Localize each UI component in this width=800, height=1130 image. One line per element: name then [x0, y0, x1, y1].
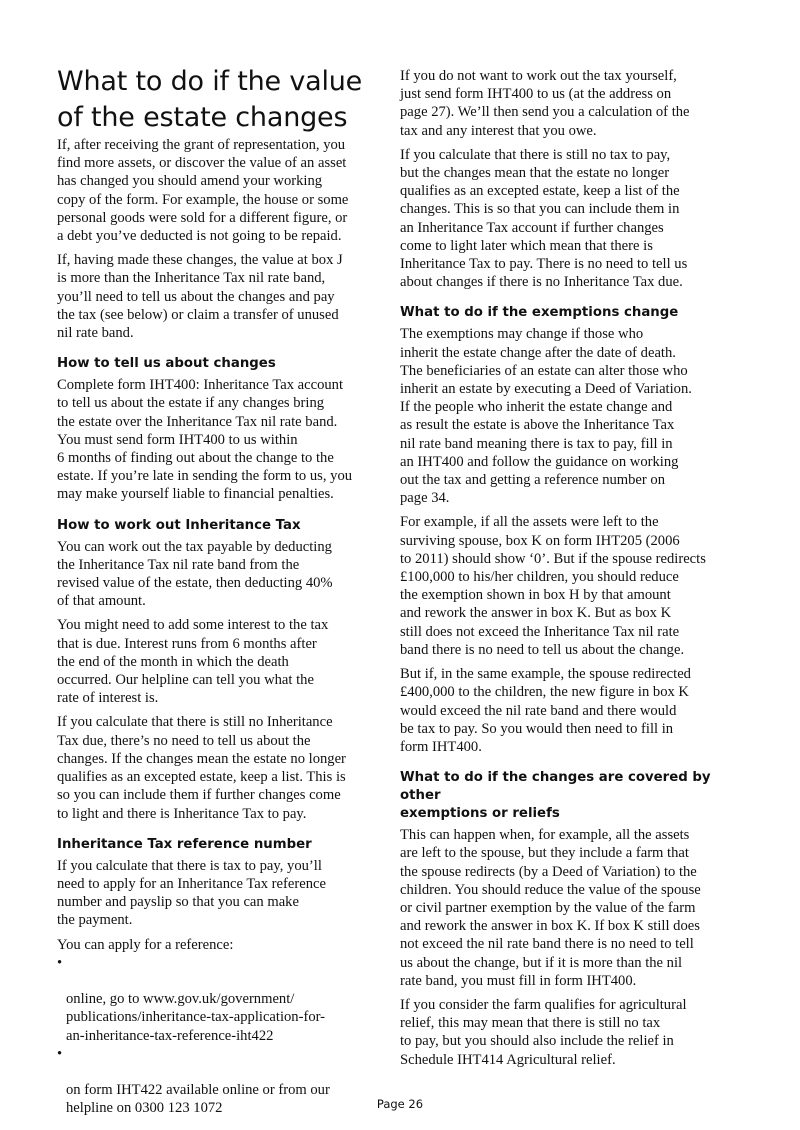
paragraph: You can work out the tax payable by deducting the Inheritance Tax nil rate band from the revised value of the estate, then deducting 40% of that amount. — [57, 538, 333, 610]
title-line: of the estate changes — [57, 102, 348, 133]
paragraph: If you do not want to work out the tax yourself, just send form IHT400 to us (at the address on page 27). We’ll then send you a calculation of the tax and any interest that you owe. — [400, 68, 690, 139]
paragraph: For example, if all the assets were left to the surviving spouse, box K on form IHT205 (2006 to 2011) should show ‘0’. But if the spouse redirects £100,000 to his/her children, you should reduce the exemption shown in box H by that amount and rework the answer in box K. But as box K still does not exceed the Inheritance Tax nil rate band there is no need to tell us about the change. — [400, 514, 706, 658]
paragraph: You can apply for a reference: — [57, 936, 234, 953]
section-heading-reference-number: Inheritance Tax reference number — [57, 836, 312, 852]
paragraph: The exemptions may change if those who inherit the estate change after the date of death. The beneficiaries of an estate can alter those who inherit an estate by executing a Deed of Variation. If the people who inherit the estate change and as result the estate is above the Inheritance Tax nil rate band meaning there is tax to pay, fill in an IHT400 and follow the guidance on working out the tax and getting a reference number on page 34. — [400, 326, 692, 507]
page-title — [57, 64, 382, 136]
paragraph: Complete form IHT400: Inheritance Tax account to tell us about the estate if any changes bring the estate over the Inheritance Tax nil rate band. You must send form IHT400 to us within 6 months of finding out about the change to the estate. If you’re late in sending the form to us, you may make yourself liable to financial penalties. — [57, 377, 353, 503]
right-column — [400, 67, 725, 1075]
bullet-icon: • — [57, 1045, 63, 1062]
section-heading-exemptions: What to do if the exemptions change — [400, 305, 679, 321]
paragraph: You might need to add some interest to the tax that is due. Interest runs from 6 months after the end of the month in which the death occurred. Our helpline can tell you what the rate of interest is. — [57, 617, 329, 707]
intro-paragraph: If, having made these changes, the value at box J is more than the Inheritance Tax nil rate band, you’ll need to tell us about the changes and pay the tax (see below) or claim a transfer of unused nil rate band. — [57, 252, 343, 342]
bullet-icon: • — [57, 954, 63, 971]
title-line: What to do if the value — [57, 66, 363, 97]
list-item — [57, 954, 382, 1045]
section-heading-other-reliefs: What to do if the changes are covered by other exemptions or reliefs — [400, 770, 711, 822]
section-heading-work-out-tax: How to work out Inheritance Tax — [57, 517, 301, 533]
reference-options-list — [57, 954, 382, 1118]
paragraph: If you calculate that there is still no Inheritance Tax due, there’s no need to tell us about the changes. If the changes mean the estate no longer qualifies as an excepted estate, keep a list. This is so you can include them if further changes come to light and there is Inheritance Tax to pay. — [57, 714, 346, 822]
paragraph: If you calculate that there is tax to pay, you’ll need to apply for an Inheritance Tax reference number and payslip so that you can make the payment. — [57, 857, 326, 929]
paragraph: If you consider the farm qualifies for agricultural relief, this may mean that there is still no tax to pay, but you should also include the relief in Schedule IHT414 Agricultural relief. — [400, 996, 687, 1068]
section-heading-tell-us: How to tell us about changes — [57, 356, 276, 372]
paragraph: But if, in the same example, the spouse redirected £400,000 to the children, the new figure in box K would exceed the nil rate band and there would be tax to pay. So you would then need to fill in form IHT400. — [400, 666, 691, 755]
paragraph: If you calculate that there is still no tax to pay, but the changes mean that the estate no longer qualifies as an excepted estate, keep a list of the changes. This is so that you can include them in an Inheritance Tax account if further changes come to light later which mean that there is Inheritance Tax to pay. There is no need to tell us about changes if there is no Inheritance Tax due. — [400, 146, 688, 291]
list-item-text: on form IHT422 available online or from our helpline on 0300 123 1072 — [66, 1082, 330, 1117]
intro-paragraph: If, after receiving the grant of representation, you find more assets, or discover the value of an asset has changed you should amend your working copy of the form. For example, the house or some personal goods were sold for a different figure, or a debt you’ve deducted is not going to be repaid. — [57, 137, 349, 245]
left-column — [57, 64, 382, 1118]
list-item-text: online, go to www.gov.uk/government/ publications/inheritance-tax-application-for- an-inheritance-tax-reference-iht422 — [66, 991, 326, 1044]
page-number: Page 26 — [376, 1097, 424, 1111]
paragraph: This can happen when, for example, all the assets are left to the spouse, but they include a farm that the spouse redirects (by a Deed of Variation) to the children. You should reduce the value of the spouse or civil partner exemption by the value of the farm and rework the answer in box K. If box K still does not exceed the nil rate band there is no need to tell us about the change, but if it is more than the nil rate band, you must fill in form IHT400. — [400, 827, 701, 989]
